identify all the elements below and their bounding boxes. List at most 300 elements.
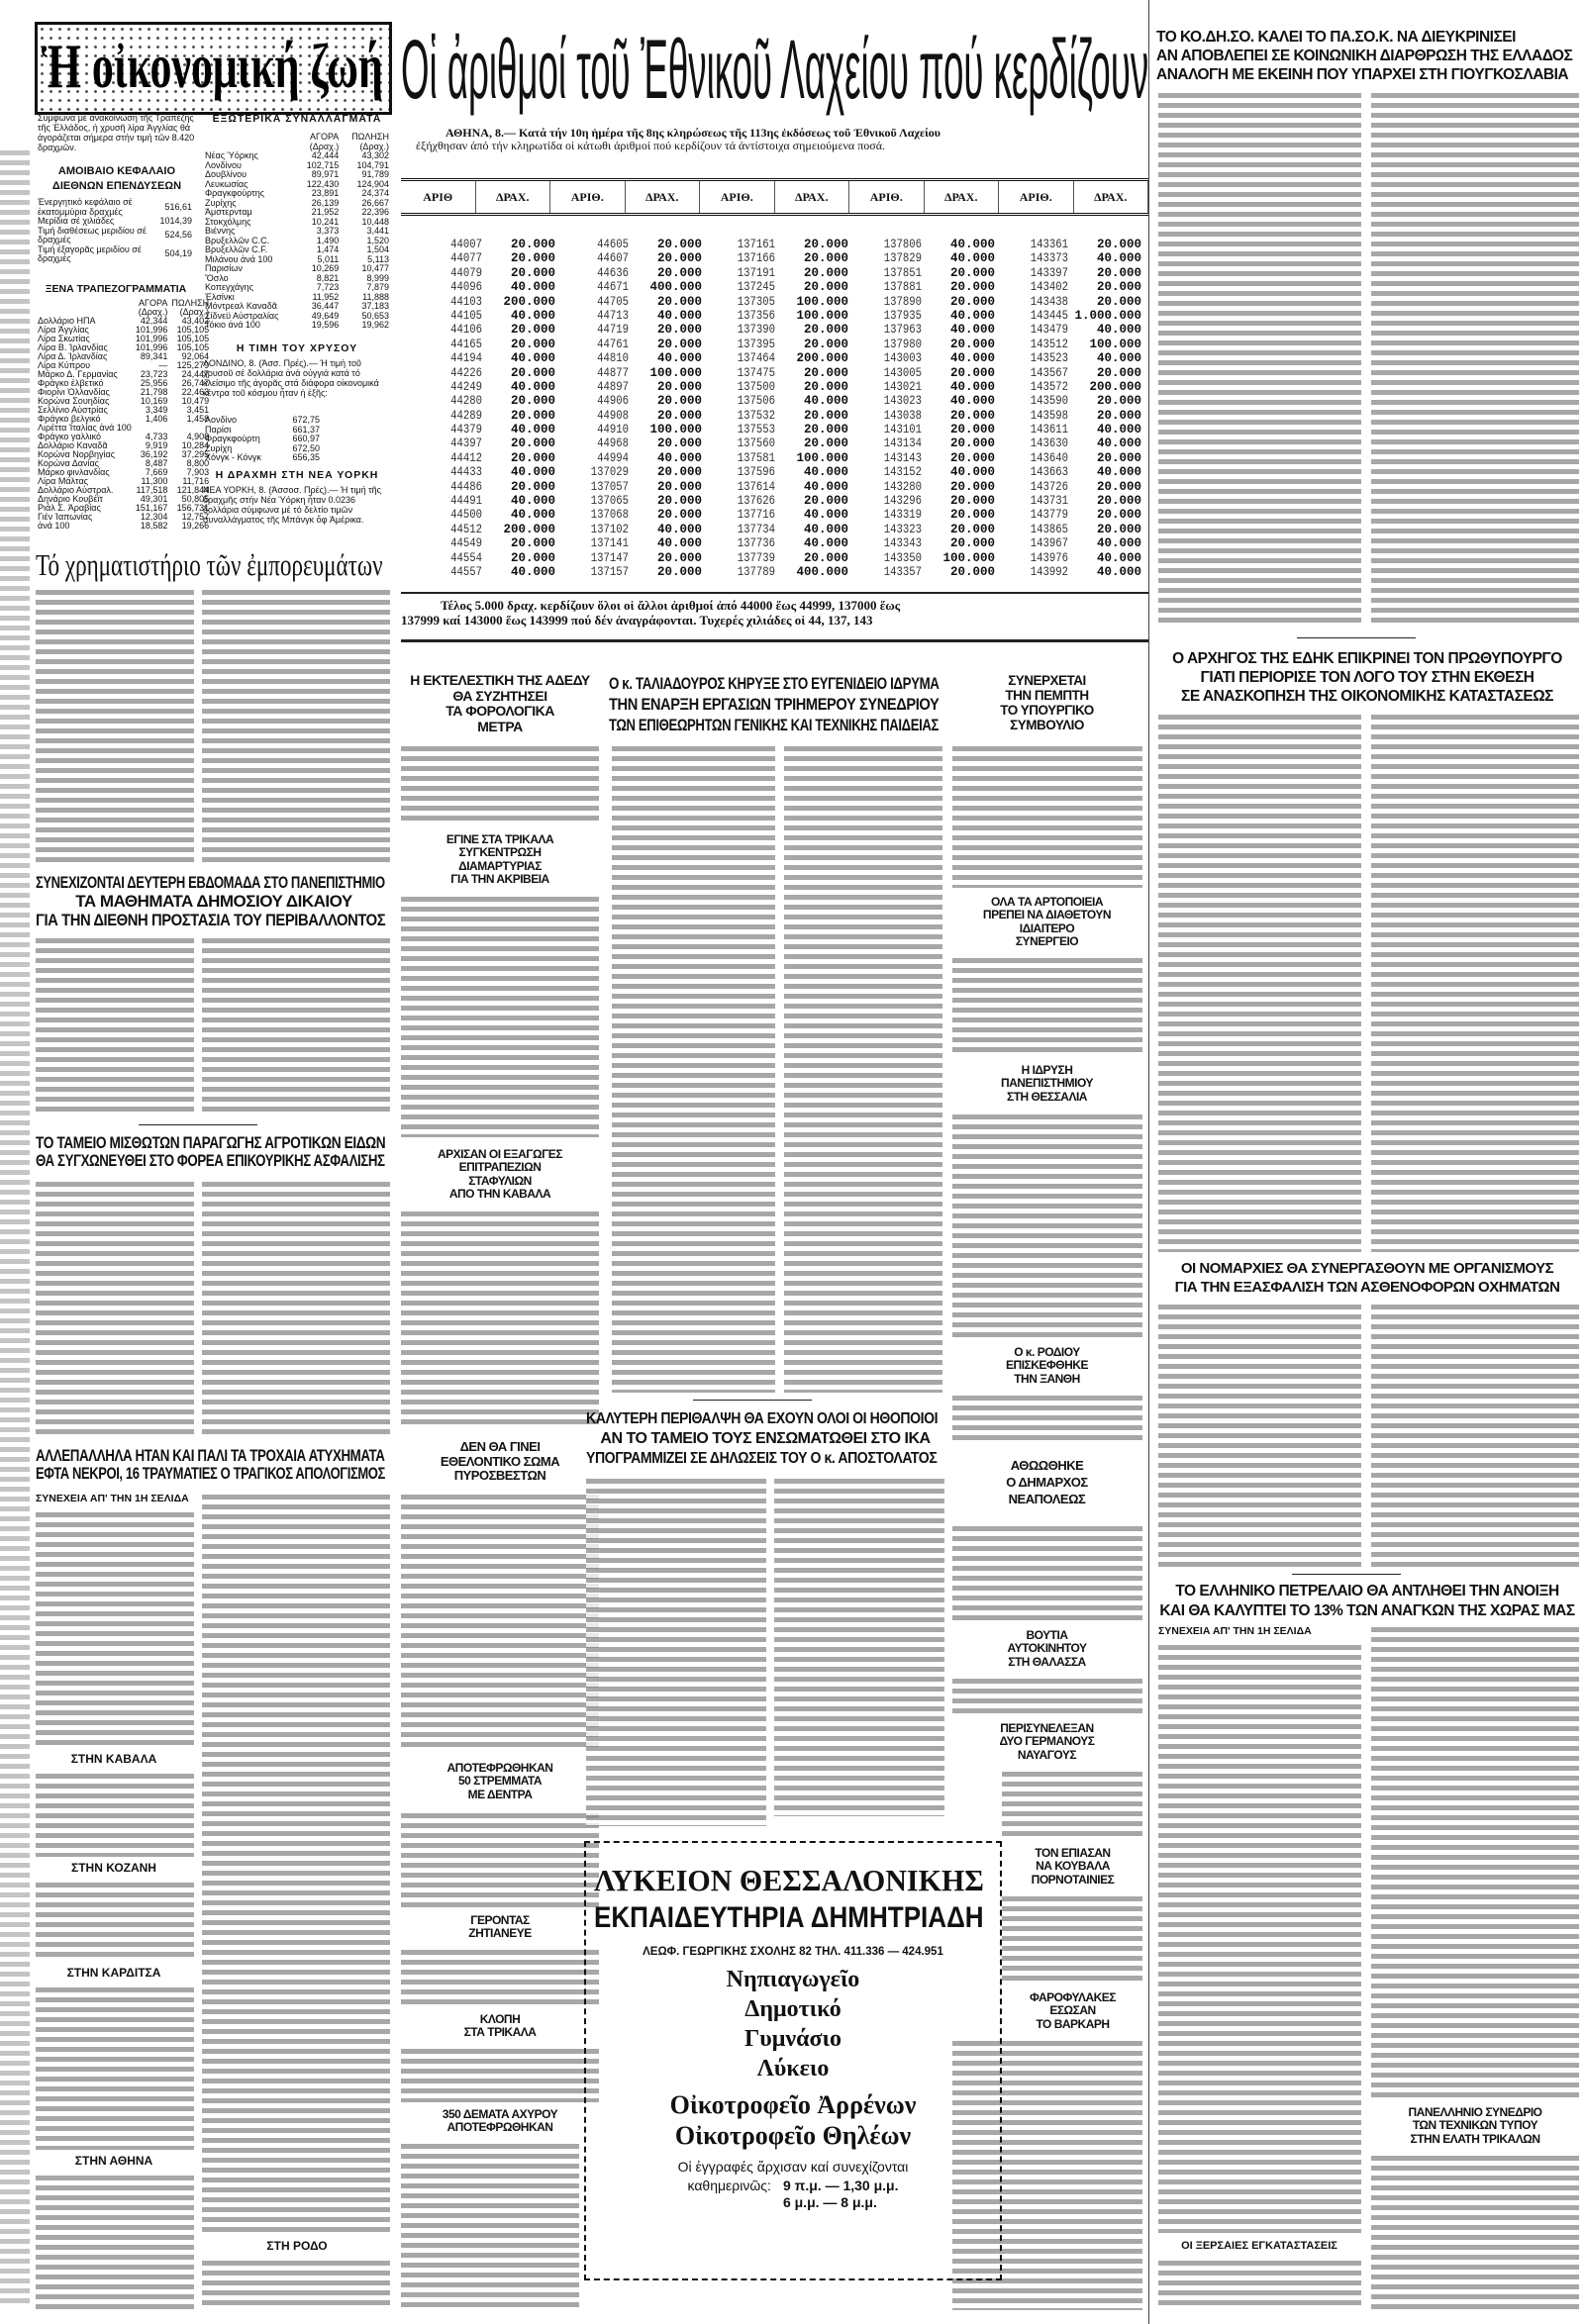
- row-label: Δολλάριο ΗΠΑ: [38, 316, 96, 326]
- ticket-number: 44994: [597, 450, 629, 465]
- ticket-number: 137068: [590, 508, 629, 523]
- ad-subtitle: ΕΚΠΑΙΔΕΥΤΗΡΙΑ ΔΗΜΗΤΡΙΑΔΗ: [594, 1901, 984, 1934]
- ad-school: Γυμνάσιο: [744, 2026, 842, 2052]
- article-body-text: [401, 1948, 599, 2007]
- prize-amount: 20.000: [803, 238, 848, 251]
- article-body-text: [202, 936, 390, 1114]
- prize-amount: 20.000: [803, 379, 848, 394]
- lottery-row: [557, 251, 702, 265]
- prize-amount: 20.000: [949, 294, 995, 309]
- lottery-row: [997, 565, 1141, 579]
- row-value: 10,284: [181, 440, 210, 450]
- lottery-row: [850, 323, 995, 337]
- lottery-row: [411, 523, 555, 536]
- row-value: 1,458: [186, 414, 210, 424]
- prize-amount: 40.000: [656, 536, 702, 551]
- prize-amount: 40.000: [656, 308, 702, 323]
- lottery-row: [411, 565, 555, 579]
- row-label: Παρίσι: [205, 424, 232, 435]
- ticket-number: 143572: [1030, 379, 1068, 394]
- headline-line: ΝΑ ΚΟΥΒΑΛΑ: [1036, 1859, 1110, 1874]
- row-value: 3,373: [316, 226, 340, 236]
- ticket-number: 137736: [737, 536, 775, 551]
- ad-school: Δημοτικό: [744, 1996, 842, 2022]
- ticket-number: 44079: [450, 265, 482, 280]
- lottery-row: [557, 465, 702, 479]
- ticket-number: 137829: [883, 251, 922, 266]
- school-advertisement: [584, 1841, 1002, 2280]
- prize-amount: 40.000: [1096, 536, 1141, 551]
- ticket-number: 143731: [1030, 494, 1068, 509]
- prize-amount: 40.000: [510, 308, 555, 323]
- ticket-number: 44906: [597, 394, 629, 409]
- ticket-number: 44289: [450, 408, 482, 423]
- prize-amount: 40.000: [949, 379, 995, 394]
- ticket-number: 44705: [597, 294, 629, 309]
- prize-amount: 20.000: [803, 280, 848, 295]
- row-value: 24,374: [361, 188, 389, 198]
- headline-line: ΠΑΝΕΛΛΗΝΙΟ ΣΥΝΕΔΡΙΟ: [1408, 2105, 1542, 2119]
- headline-line: ΜΕ ΔΕΝΤΡΑ: [467, 1787, 533, 1801]
- headline-line: ΘΑ ΣΥΓΧΩΝΕΥΘΕΙ ΣΤΟ ΦΟΡΕΑ ΕΠΙΚΟΥΡΙΚΗΣ ΑΣΦΑΛΙΣΗΣ: [36, 1152, 385, 1171]
- row-value: 10,269: [311, 263, 340, 273]
- ticket-number: 44106: [450, 323, 482, 338]
- row-label: Μόντρεαλ Καναδᾶ: [205, 301, 277, 311]
- lottery-row: [411, 238, 555, 251]
- grapes-export-headline: [401, 1148, 599, 1202]
- headline-line: ΝΑΥΑΓΟΥΣ: [1017, 1747, 1077, 1762]
- ticket-number: 143512: [1030, 337, 1068, 351]
- article-body-text: [1158, 1643, 1361, 2233]
- lottery-row: [997, 295, 1141, 309]
- ticket-number: 143021: [883, 379, 922, 394]
- mutual-fund-subtitle: ΔΙΕΘΝΩΝ ΕΠΕΝΔΥΣΕΩΝ: [51, 180, 182, 192]
- lottery-row: [704, 436, 848, 450]
- prize-amount: 100.000: [649, 365, 702, 380]
- prize-amount: 20.000: [510, 536, 555, 551]
- ticket-number: 137716: [737, 508, 775, 523]
- prize-amount: 40.000: [803, 394, 848, 409]
- col-buy: ΑΓΟΡΑ: [310, 132, 340, 142]
- row-label: Παρισίων: [205, 263, 243, 273]
- ad-boarding: Οἰκοτροφεῖο Ἀρρένων: [669, 2090, 917, 2119]
- column-header-number: ΑΡΙΘ.: [550, 181, 626, 213]
- headline-line: ΕΓΙΝΕ ΣΤΑ ΤΡΙΚΑΛΑ: [446, 832, 554, 846]
- ticket-number: 137305: [737, 294, 775, 309]
- ticket-number: 143479: [1030, 323, 1068, 338]
- prize-amount: 20.000: [656, 251, 702, 266]
- label: Τιμή διαθέσεως μεριδίου σέ δραχμές: [38, 225, 147, 244]
- ticket-number: 137506: [737, 394, 775, 409]
- article-body-text: [401, 1210, 599, 1427]
- mutual-fund-title: ΑΜΟΙΒΑΙΟ ΚΕΦΑΛΑΙΟ: [57, 165, 176, 177]
- lottery-row: [557, 536, 702, 550]
- ticket-number: 137161: [737, 238, 775, 251]
- gold-sovereign-note: Σύμφωνα μέ ἀνακοίνωση τῆς Τραπέζης τῆς Ἑλλάδος, ἡ χρυσῆ λίρα Ἀγγλίας θά ἀγοράζεται σήμερα στήν τιμή τῶν 8.420 δραχμῶν.: [38, 113, 195, 152]
- lottery-row: [704, 366, 848, 380]
- article-body-text: [202, 2259, 390, 2310]
- headline-line: ΤΑ ΦΟΡΟΛΟΓΙΚΑ: [446, 703, 554, 720]
- lottery-row: [704, 251, 848, 265]
- lottery-row: [704, 508, 848, 522]
- article-body-text: [401, 2142, 579, 2310]
- lottery-row: [557, 451, 702, 465]
- lottery-column: [704, 238, 848, 579]
- prize-amount: 20.000: [1096, 265, 1141, 280]
- prize-amount: 100.000: [796, 450, 848, 465]
- ticket-number: 143523: [1030, 351, 1068, 366]
- ticket-number: 44007: [450, 238, 482, 251]
- article-body-text: [1158, 713, 1361, 1252]
- row-value: 660,97: [292, 434, 320, 443]
- lottery-row: [997, 394, 1141, 408]
- prize-amount: 20.000: [1096, 408, 1141, 423]
- ticket-number: 137935: [883, 308, 922, 323]
- ticket-number: 137734: [737, 522, 775, 536]
- ticket-number: 137596: [737, 465, 775, 480]
- prize-amount: 1.000.000: [1074, 308, 1141, 323]
- prize-amount: 20.000: [510, 394, 555, 409]
- prize-amount: 20.000: [656, 550, 702, 565]
- col-sell: ΠΩΛΗΣΗ: [171, 298, 210, 308]
- lottery-row: [850, 280, 995, 294]
- prize-amount: 20.000: [510, 323, 555, 338]
- prize-amount: 20.000: [656, 479, 702, 494]
- lottery-row: [704, 465, 848, 479]
- cabinet-meeting-headline: [950, 673, 1143, 732]
- row-label: Ριάλ Σ. Ἀραβίας: [38, 503, 101, 513]
- headline-line: ΓΕΡΟΝΤΑΣ: [470, 1913, 530, 1927]
- headline-line: ΣΥΝΕΡΓΕΙΟ: [1015, 934, 1079, 949]
- lottery-row: [704, 423, 848, 436]
- article-body-text: [952, 744, 1142, 888]
- row-value: 1,520: [366, 235, 389, 245]
- row-value: 672,75: [292, 415, 320, 425]
- prize-amount: 20.000: [803, 365, 848, 380]
- ad-address: ΛΕΩΦ. ΓΕΩΡΓΙΚΗΣ ΣΧΟΛΗΣ 82 ΤΗΛ. 411.336 — 424.951: [643, 1946, 943, 1958]
- row-value: 36,447: [311, 301, 340, 311]
- lottery-row: [850, 536, 995, 550]
- row-label: Βιέννης: [205, 226, 236, 236]
- lottery-row: [850, 351, 995, 365]
- prize-amount: 20.000: [949, 494, 995, 509]
- subhead-kozani: ΣΤΗΝ ΚΟΖΑΝΗ: [71, 1861, 156, 1875]
- continued-from-page-1: ΣΥΝΕΧΕΙΑ ΑΠ' ΤΗΝ 1Η ΣΕΛΙΔΑ: [36, 1493, 189, 1504]
- row-value: 49,649: [311, 310, 340, 321]
- article-body-text: [1371, 91, 1579, 624]
- ticket-number: 44379: [450, 423, 482, 437]
- ticket-number: 137626: [737, 494, 775, 509]
- row-value: 3,441: [366, 226, 389, 236]
- lottery-headline: Οἱ ἀριθμοί τοῦ Ἐθνικοῦ Λαχείου πού κερδίζουν: [401, 23, 1148, 116]
- ticket-number: 137029: [590, 465, 629, 480]
- ticket-number: 137057: [590, 479, 629, 494]
- table-row: [36, 522, 211, 531]
- prize-amount: 200.000: [796, 351, 848, 366]
- label: Τιμή ἐξαγορᾶς μεριδίου σέ δραχμές: [38, 243, 142, 263]
- subhead-athina: ΣΤΗΝ ΑΘΗΝΑ: [74, 2154, 153, 2168]
- ticket-number: 44096: [450, 280, 482, 295]
- lottery-row: [411, 508, 555, 522]
- ticket-number: 137980: [883, 337, 922, 351]
- prize-amount: 100.000: [796, 308, 848, 323]
- divider: [1292, 1574, 1401, 1575]
- headline-line: Ο ΑΡΧΗΓΟΣ ΤΗΣ ΕΔΗΚ ΕΠΙΚΡΙΝΕΙ ΤΟΝ ΠΡΩΘΥΠΟΥΡΓΟ: [1172, 650, 1562, 667]
- headline-line: ΤΑ ΜΑΘΗΜΑΤΑ ΔΗΜΟΣΙΟΥ ΔΙΚΑΙΟΥ: [75, 892, 352, 912]
- row-value: 125,279: [176, 360, 210, 370]
- row-value: 4,908: [186, 432, 210, 441]
- row-label: Δολλάριο Καναδᾶ: [38, 440, 108, 450]
- lottery-row: [997, 323, 1141, 337]
- prize-amount: 40.000: [803, 465, 848, 480]
- prize-amount: 40.000: [510, 508, 555, 523]
- headline-line: ΕΠΙΤΡΑΠΕΖΙΩΝ: [458, 1160, 542, 1175]
- adedy-headline: [401, 673, 599, 735]
- row-label: Λίρα Ἀγγλίας: [38, 325, 89, 335]
- lottery-row: [704, 494, 848, 508]
- column-header-number: ΑΡΙΘ.: [700, 181, 775, 213]
- article-body-text: [36, 2174, 194, 2310]
- ambulances-headline: [1153, 1259, 1581, 1297]
- row-value: 37,295: [181, 449, 210, 459]
- lottery-row: [997, 465, 1141, 479]
- prize-amount: 20.000: [656, 379, 702, 394]
- lottery-row: [704, 266, 848, 280]
- ticket-number: 143023: [883, 394, 922, 409]
- divider: [139, 1124, 257, 1125]
- burned-acres-headline: [401, 1762, 599, 1801]
- row-value: 8,999: [366, 272, 389, 283]
- lottery-row: [850, 480, 995, 494]
- row-value: 26,667: [361, 197, 389, 208]
- headline-line: ΜΕΤΡΑ: [477, 719, 523, 735]
- headline-line: ΤΟ ΤΑΜΕΙΟ ΜΙΣΘΩΤΩΝ ΠΑΡΑΓΩΓΗΣ ΑΓΡΟΤΙΚΩΝ ΕΙΔΩΝ: [36, 1134, 386, 1152]
- ticket-number: 143319: [883, 508, 922, 523]
- lottery-column: [997, 238, 1141, 579]
- ticket-number: 137560: [737, 436, 775, 451]
- lottery-row: [557, 295, 702, 309]
- row-label: Λιρέττα Ἰταλίας ἀνά 100: [38, 423, 132, 433]
- row-value: 19,596: [311, 320, 340, 330]
- row-label: Βρυξελλῶν C.C.: [205, 235, 270, 245]
- lottery-row: [997, 480, 1141, 494]
- ticket-number: 143779: [1030, 508, 1068, 523]
- prize-amount: 40.000: [949, 308, 995, 323]
- headline-line: ΓΙΑ ΤΗΝ ΑΚΡΙΒΕΙΑ: [450, 872, 549, 887]
- headline-line: Ο ΔΗΜΑΡΧΟΣ: [1006, 1475, 1088, 1490]
- row-label: Λίρα Δ. Ἰρλανδίας: [38, 351, 108, 361]
- headline-line: ΣΥΓΚΕΝΤΡΩΣΗ: [458, 845, 542, 860]
- ticket-number: 143598: [1030, 408, 1068, 423]
- ticket-number: 143397: [1030, 265, 1068, 280]
- row-label: Λίρα Σκωτίας: [38, 334, 90, 343]
- row-value: 672,50: [292, 442, 320, 453]
- ticket-number: 143003: [883, 351, 922, 366]
- article-body-text: [36, 1985, 194, 2150]
- prize-amount: 20.000: [1096, 294, 1141, 309]
- article-body-text: [1371, 1303, 1579, 1568]
- row-label: Λευκωσίας: [205, 178, 248, 189]
- lottery-row: [704, 338, 848, 351]
- headline-line: ΑΠΟ ΤΗΝ ΚΑΒΑΛΑ: [448, 1187, 551, 1202]
- divider: [401, 592, 1148, 594]
- row-label: Στοκχόλμης: [205, 216, 251, 227]
- table-row: [203, 453, 322, 463]
- lottery-row: [557, 351, 702, 365]
- lottery-row: [850, 423, 995, 436]
- lottery-row: [850, 436, 995, 450]
- row-label: Ζυρίχη: [205, 442, 233, 453]
- row-value: 101,996: [135, 325, 168, 335]
- ticket-number: 137141: [590, 536, 629, 551]
- prize-amount: 20.000: [803, 265, 848, 280]
- headline-line: ΠΟΡΝΟΤΑΙΝΙΕΣ: [1031, 1872, 1115, 1887]
- headline-line: ΣΤΗ ΘΑΛΑΣΣΑ: [1008, 1654, 1086, 1669]
- lottery-row: [411, 465, 555, 479]
- ticket-number: 44512: [450, 522, 482, 536]
- row-label: Ζυρίχης: [205, 197, 237, 208]
- land-installations-subhead: ΟΙ ΞΕΡΣΑΙΕΣ ΕΓΚΑΤΑΣΤΑΣΕΙΣ: [1181, 2240, 1337, 2252]
- ticket-number: 137475: [737, 365, 775, 380]
- prize-amount: 40.000: [803, 508, 848, 523]
- ticket-number: 44910: [597, 423, 629, 437]
- row-value: 7,669: [145, 467, 168, 477]
- prize-amount: 200.000: [1089, 379, 1141, 394]
- ticket-number: 137851: [883, 265, 922, 280]
- ticket-number: 143640: [1030, 450, 1068, 465]
- films-arrest-headline: [1002, 1847, 1143, 1887]
- lottery-row: [557, 280, 702, 294]
- row-label: Φράγκο γαλλικό: [38, 432, 101, 441]
- ticket-number: 44810: [597, 351, 629, 366]
- lottery-table-header: [401, 178, 1148, 216]
- lottery-row: [704, 295, 848, 309]
- lottery-row: [557, 423, 702, 436]
- divider: [693, 1400, 812, 1401]
- prize-amount: 20.000: [803, 323, 848, 338]
- ticket-number: 143611: [1030, 423, 1068, 437]
- lottery-intro-lead: ΑΘΗΝΑ, 8.— Κατά τήν 10η ἡμέρα τῆς 8ης κληρώσεως τῆς 113ης ἐκδόσεως τοῦ Ἐθνικοῦ Λαχείου: [446, 126, 941, 140]
- lottery-row: [850, 523, 995, 536]
- prize-amount: 40.000: [510, 494, 555, 509]
- row-value: 1,490: [316, 235, 340, 245]
- row-label: Δηνάριο Κουβέϊτ: [38, 494, 103, 504]
- article-body-text: [952, 1394, 1142, 1443]
- column-header-amount: ΔΡΑΧ.: [476, 181, 551, 213]
- ticket-number: 143343: [883, 536, 922, 551]
- ticket-number: 44877: [597, 365, 629, 380]
- row-value: 19,962: [361, 320, 389, 330]
- lottery-row: [411, 266, 555, 280]
- lottery-row: [411, 309, 555, 323]
- article-body-text: [774, 1477, 944, 1816]
- row-value: 1,406: [145, 414, 168, 424]
- prize-amount: 40.000: [949, 238, 995, 251]
- adjacent-page-edge: [0, 148, 30, 2306]
- headline-line: ΠΑΝΕΠΙΣΤΗΜΙΟΥ: [1000, 1076, 1094, 1091]
- lottery-row: [850, 508, 995, 522]
- lottery-row: [704, 238, 848, 251]
- lottery-row: [411, 280, 555, 294]
- ad-enrolment: Οἱ ἐγγραφές ἄρχισαν καί συνεχίζονται: [677, 2159, 909, 2175]
- trikala-protest-headline: [401, 833, 599, 887]
- prize-amount: 20.000: [656, 337, 702, 351]
- ticket-number: 137390: [737, 323, 775, 338]
- row-label: Φιορίνι Ὀλλανδίας: [38, 387, 110, 397]
- lottery-row: [411, 436, 555, 450]
- lottery-row: [411, 380, 555, 394]
- headline-line: ΓΙΑΤΙ ΠΕΡΙΟΡΙΣΕ ΤΟΝ ΛΟΓΟ ΤΟΥ ΣΤΗΝ ΕΚΘΕΣΗ: [1200, 669, 1534, 686]
- ticket-number: 44486: [450, 479, 482, 494]
- row-label: Κοπεγχάγης: [205, 282, 254, 292]
- ticket-number: 143590: [1030, 394, 1068, 409]
- ticket-number: 143967: [1030, 536, 1068, 551]
- row-value: 101,996: [135, 334, 168, 343]
- ticket-number: 44280: [450, 394, 482, 409]
- row-value: 9,919: [145, 440, 168, 450]
- ticket-number: 44636: [597, 265, 629, 280]
- ticket-number: 44433: [450, 465, 482, 480]
- ticket-number: 44908: [597, 408, 629, 423]
- lottery-row: [850, 338, 995, 351]
- row-value: 26,139: [311, 197, 340, 208]
- article-body-text: [401, 1493, 599, 1752]
- ticket-number: 44968: [597, 436, 629, 451]
- row-value: 24,447: [181, 369, 210, 379]
- prize-amount: 20.000: [949, 479, 995, 494]
- row-value: —: [158, 360, 168, 370]
- article-body-text: [586, 1477, 766, 1826]
- headline-line: ΣΥΜΒΟΥΛΙΟ: [1010, 718, 1084, 733]
- lottery-row: [557, 309, 702, 323]
- table-row: [203, 264, 391, 274]
- lottery-row: [704, 280, 848, 294]
- ticket-number: 143152: [883, 465, 922, 480]
- headline-line: ΙΔΙΑΙΤΕΡΟ: [1019, 920, 1075, 935]
- prize-amount: 20.000: [656, 494, 702, 509]
- row-value: 89,971: [311, 169, 340, 179]
- headline-line: ΑΥΤΟΚΙΝΗΤΟΥ: [1007, 1641, 1087, 1656]
- row-label: Νέας Ὑόρκης: [205, 150, 258, 160]
- lottery-row: [557, 436, 702, 450]
- lottery-row: [997, 436, 1141, 450]
- lottery-row: [850, 251, 995, 265]
- lottery-row: [411, 494, 555, 508]
- headline-line: ΕΠΙΣΚΕΦΘΗΚΕ: [1006, 1358, 1088, 1373]
- prize-amount: 200.000: [503, 294, 555, 309]
- row-value: 8,487: [145, 458, 168, 468]
- lottery-row: [850, 380, 995, 394]
- row-value: 1,504: [366, 244, 389, 254]
- section-title: Ἡ οἰκονομική ζωή: [42, 31, 383, 101]
- article-body-text: [202, 588, 390, 864]
- ticket-number: 44249: [450, 379, 482, 394]
- article-body-text: [1371, 2154, 1579, 2310]
- prize-amount: 20.000: [656, 265, 702, 280]
- headline-line: ΝΕΑΠΟΛΕΩΣ: [1008, 1492, 1086, 1506]
- row-label: Δολλάριο Αὐστραλ.: [38, 485, 114, 495]
- headline-line: 50 ΣΤΡΕΜΜΑΤΑ: [458, 1774, 542, 1789]
- table-row: [36, 198, 194, 217]
- row-label: Σίδνεϋ Αὐστραλίας: [205, 310, 279, 321]
- unit: (Δραχ.): [138, 307, 168, 317]
- headline-line: ΣΥΝΕΡΧΕΤΑΙ: [1008, 673, 1086, 688]
- headline-line: ΤΩΝ ΤΕΧΝΙΚΩΝ ΤΥΠΟΥ: [1412, 2118, 1538, 2133]
- lottery-row: [704, 536, 848, 550]
- row-label: Μιλάνου ἀνά 100: [205, 253, 273, 264]
- ticket-number: 44897: [597, 379, 629, 394]
- prize-amount: 40.000: [949, 394, 995, 409]
